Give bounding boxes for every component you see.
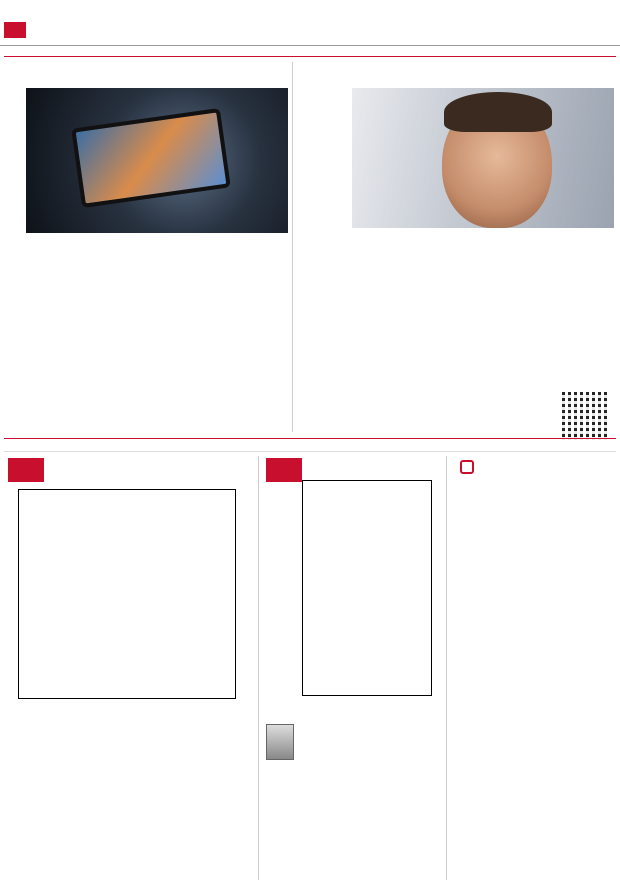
right-article-col-top xyxy=(296,88,348,238)
gaming-phone-photo xyxy=(26,88,288,233)
qr-caption xyxy=(508,424,612,434)
left-article-col-2 xyxy=(114,240,196,430)
sudoku-grid[interactable] xyxy=(302,480,432,696)
games-divider-2 xyxy=(446,456,447,880)
games-divider-1 xyxy=(258,456,259,880)
crossword-row-numbers xyxy=(236,489,250,699)
crossword-grid[interactable] xyxy=(18,489,236,699)
sudoku-badge xyxy=(266,458,302,482)
page-number xyxy=(4,22,26,38)
masthead xyxy=(0,0,620,46)
story-text xyxy=(452,490,612,880)
right-article-col-3 xyxy=(508,240,612,390)
left-article-col-1 xyxy=(26,240,108,430)
crossword-across-clues xyxy=(140,704,254,880)
martyr-portrait xyxy=(266,724,294,760)
will-header xyxy=(262,724,442,764)
band-divider xyxy=(4,56,616,57)
will-text xyxy=(264,766,440,880)
left-article-col-3 xyxy=(202,240,288,430)
hair-shape xyxy=(444,92,552,132)
smiling-man-photo xyxy=(352,88,614,228)
article-divider xyxy=(292,62,293,432)
phone-screen xyxy=(71,108,231,208)
right-article-col-1 xyxy=(296,240,396,432)
crossword-down-clues xyxy=(18,704,134,880)
crossword-badge xyxy=(8,458,44,482)
right-article-col-2 xyxy=(402,240,502,432)
games-section-band xyxy=(4,438,616,452)
newspaper-logo xyxy=(556,4,612,44)
story-icon xyxy=(460,460,474,474)
